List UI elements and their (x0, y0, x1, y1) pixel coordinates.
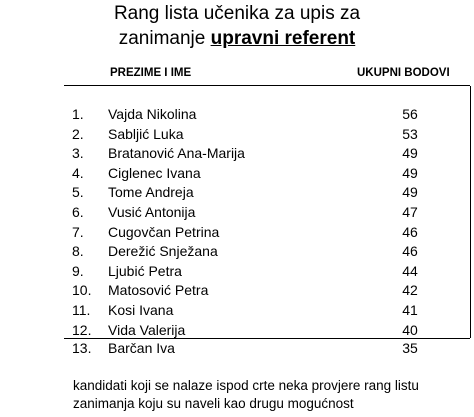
total-points: 41 (402, 301, 418, 318)
table-right-border (470, 86, 471, 338)
page-subtitle (0, 27, 474, 51)
column-header-points: UKUPNI BODOVI (357, 67, 450, 79)
total-points: 35 (402, 340, 418, 356)
table-row (0, 203, 474, 223)
student-name: Vusić Antonija (108, 203, 196, 220)
student-name: Vida Valerija (108, 321, 186, 338)
table-row (0, 281, 474, 301)
total-points: 49 (402, 184, 418, 201)
rank-number: 11. (72, 301, 91, 318)
rank-number: 1. (72, 106, 84, 122)
total-points: 46 (402, 243, 418, 260)
column-header-name: PREZIME I IME (110, 67, 192, 79)
total-points: 56 (402, 106, 418, 122)
total-points: 44 (402, 262, 418, 279)
total-points: 49 (402, 145, 418, 162)
rank-number: 7. (72, 223, 84, 240)
table-row (0, 105, 474, 125)
rank-number: 9. (72, 262, 84, 279)
total-points: 53 (402, 125, 418, 142)
student-name: Ljubić Petra (108, 262, 182, 279)
total-points: 40 (402, 321, 418, 338)
rank-number: 10. (72, 282, 92, 299)
total-points: 49 (402, 164, 418, 181)
rank-number: 13. (72, 340, 92, 356)
table-row-below-cutoff (0, 339, 474, 359)
rank-number: 2. (72, 125, 84, 142)
student-name: Bratanović Ana-Marija (108, 145, 245, 162)
occupation-name: upravni referent (210, 28, 356, 49)
student-name: Derežić Snježana (108, 243, 218, 260)
table-row (0, 164, 474, 184)
table-row (0, 183, 474, 203)
student-name: Sabljić Luka (108, 125, 184, 142)
table-row (0, 301, 474, 321)
student-name: Kosi Ivana (108, 301, 174, 318)
rank-number: 6. (72, 203, 84, 220)
total-points: 47 (402, 203, 418, 220)
total-points: 46 (402, 223, 418, 240)
rank-number: 4. (72, 164, 84, 181)
total-points: 42 (402, 282, 418, 299)
rank-number: 12. (72, 321, 92, 338)
cutoff-note: kandidati koji se nalaze ispod crte neka provjere rang listu zanimanja koju su naveli kao drugu mogućnost (73, 378, 419, 411)
table-row (0, 242, 474, 262)
header-divider (64, 85, 470, 86)
page-title: Rang lista učenika za upis za (113, 3, 361, 24)
table-row (0, 144, 474, 164)
rank-number: 5. (72, 184, 84, 201)
student-name: Vajda Nikolina (108, 106, 197, 122)
student-name: Cugovčan Petrina (108, 223, 220, 240)
student-name: Barčan Iva (108, 340, 175, 356)
table-row (0, 262, 474, 282)
rank-number: 3. (72, 145, 84, 162)
subtitle-prefix: zanimanje (118, 28, 211, 49)
ranking-table (0, 105, 474, 340)
rank-number: 8. (72, 243, 84, 260)
table-row (0, 125, 474, 145)
student-name: Ciglenec Ivana (108, 164, 201, 181)
table-row (0, 223, 474, 243)
student-name: Matosović Petra (108, 282, 209, 299)
student-name: Tome Andreja (108, 184, 194, 201)
